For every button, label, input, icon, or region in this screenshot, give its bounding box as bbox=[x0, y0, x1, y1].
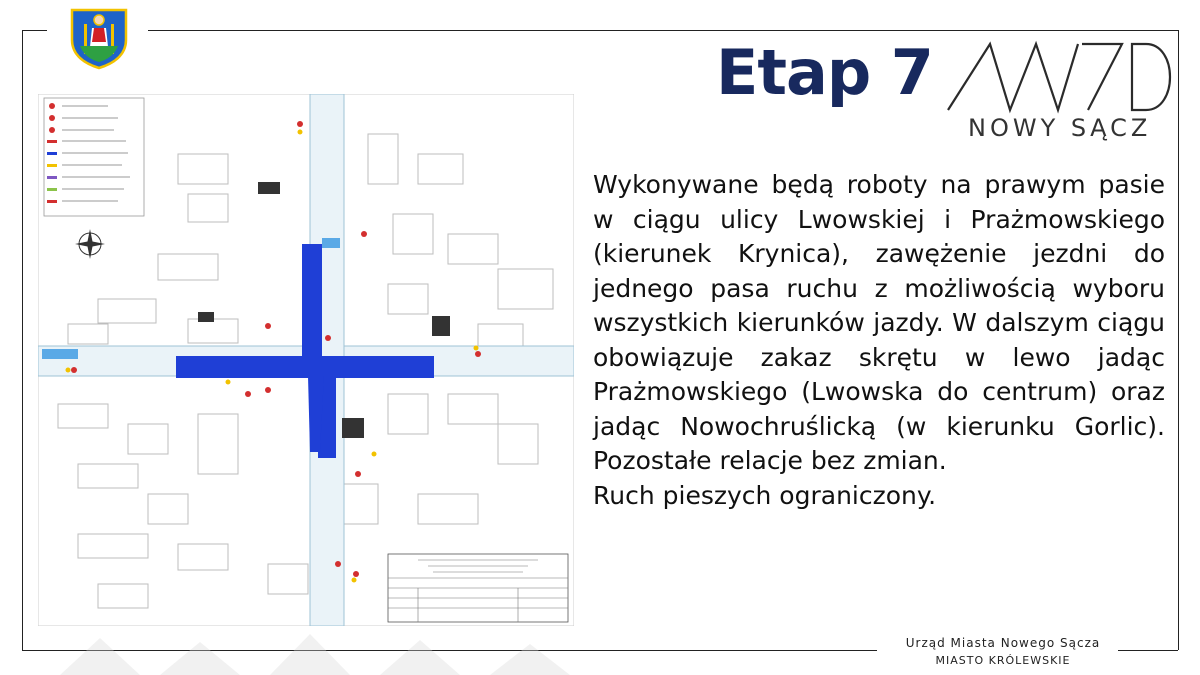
pedestrian-note: Ruch pieszych ograniczony. bbox=[593, 480, 937, 510]
frame-line-top-left bbox=[22, 30, 47, 31]
footer-office-name: Urząd Miasta Nowego Sącza bbox=[905, 636, 1101, 650]
page-title: Etap 7 bbox=[716, 36, 933, 109]
stage-description bbox=[593, 168, 1165, 513]
map-title-block bbox=[388, 554, 568, 622]
city-crest-icon bbox=[68, 6, 130, 70]
frame-line-left bbox=[22, 30, 23, 650]
watermark-icon bbox=[40, 628, 580, 675]
logo-city-name: NOWY SĄCZ bbox=[968, 114, 1152, 142]
frame-line-top bbox=[148, 30, 1178, 31]
frame-line-right bbox=[1178, 30, 1179, 650]
map-legend bbox=[44, 98, 144, 216]
traffic-plan-map bbox=[38, 94, 574, 626]
footer-city-motto: MIASTO KRÓLEWSKIE bbox=[935, 654, 1071, 667]
frame-line-bottom-right bbox=[1118, 650, 1178, 651]
description-paragraph: Wykonywane będą roboty na prawym pasie w ciągu ulicy Lwowskiej i Prażmowskiego (kierunek Krynica), zawężenie jezdni do jednego pasa ruchu z możliwością wyboru wszystkich kierunków jazdy. W dalszym ciągu obowiązuje zakaz skrętu w lewo jadąc Prażmowskiego (Lwowska do centrum) oraz jadąc Nowochruślicką (w kierunku Gorlic). Pozostałe relacje bez zmian. bbox=[593, 170, 1165, 475]
